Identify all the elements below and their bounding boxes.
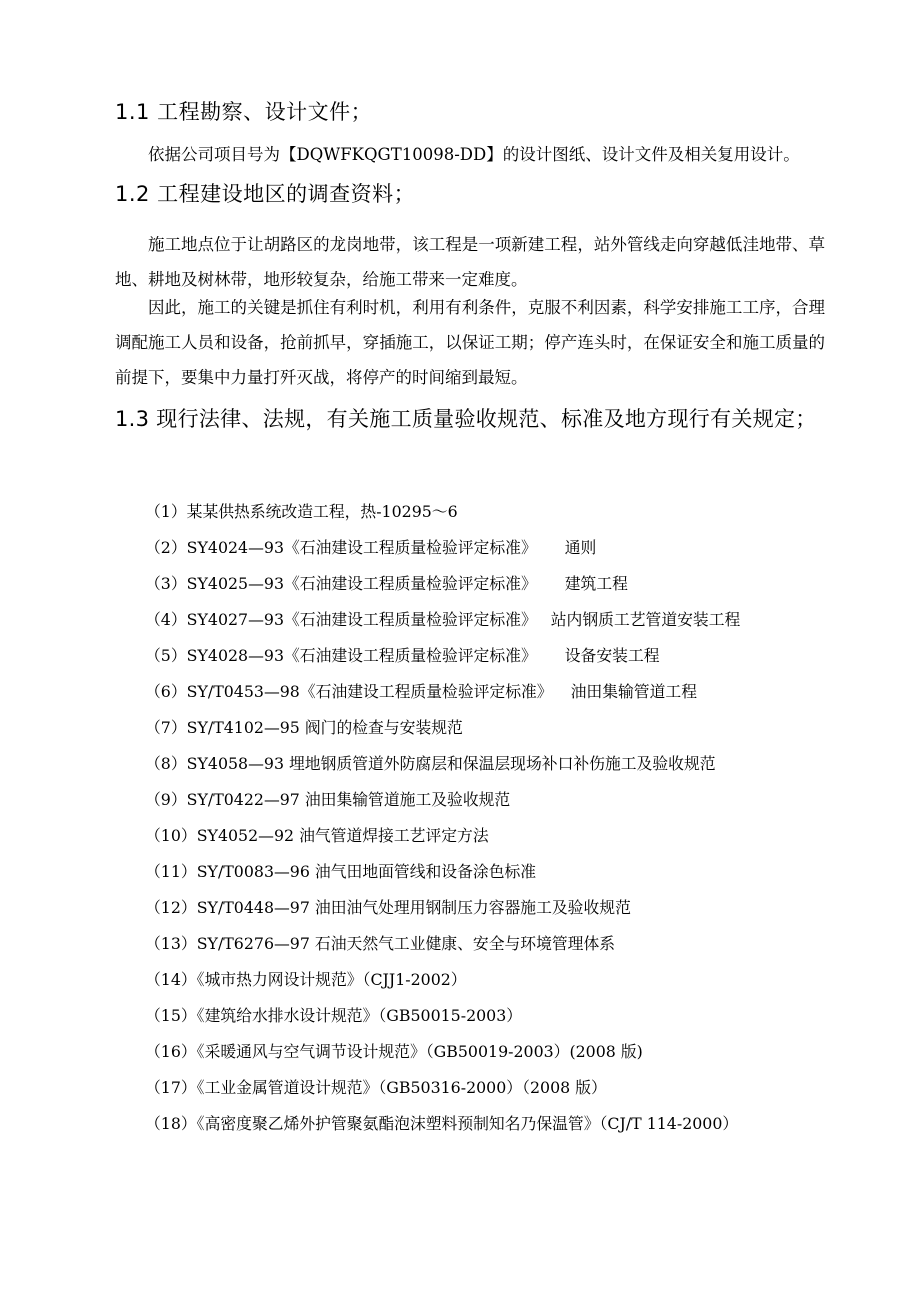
reference-item: （3）SY4025—93《石油建设工程质量检验评定标准》 建筑工程: [145, 574, 628, 593]
reference-item: （10）SY4052—92 油气管道焊接工艺评定方法: [145, 826, 489, 845]
reference-item: （8）SY4058—93 埋地钢质管道外防腐层和保温层现场补口补伤施工及验收规范: [145, 754, 716, 773]
reference-item: （9）SY/T0422—97 油田集输管道施工及验收规范: [145, 790, 511, 809]
reference-item: （16）《采暖通风与空气调节设计规范》（GB50019-2003）(2008 版): [145, 1042, 643, 1061]
reference-item: （7）SY/T4102—95 阀门的检查与安装规范: [145, 718, 463, 737]
reference-item: （2）SY4024—93《石油建设工程质量检验评定标准》 通则: [145, 538, 597, 557]
reference-item: （13）SY/T6276—97 石油天然气工业健康、安全与环境管理体系: [145, 934, 616, 953]
section-heading-1-2: 1.2 工程建设地区的调查资料；: [115, 182, 416, 206]
reference-item: （17）《工业金属管道设计规范》（GB50316-2000）（2008 版）: [145, 1078, 607, 1097]
section-1-2-paragraph-2: 因此，施工的关键是抓住有利时机，利用有利条件，克服不利因素，科学安排施工工序，合理调配施工人员和设备，抢前抓早，穿插施工，以保证工期；停产连头时，在保证安全和施工质量的前提下，要集中力量打歼灭战，将停产的时间缩到最短。: [115, 298, 825, 387]
reference-item: （18）《高密度聚乙烯外护管聚氨酯泡沫塑料预制知名乃保温管》（CJ/T 114-2000）: [145, 1114, 739, 1133]
reference-item: （12）SY/T0448—97 油田油气处理用钢制压力容器施工及验收规范: [145, 898, 631, 917]
reference-item: （6）SY/T0453—98《石油建设工程质量检验评定标准》 油田集输管道工程: [145, 682, 697, 701]
section-1-1-paragraph: 依据公司项目号为【DQWFKQGT10098-DD】的设计图纸、设计文件及相关复用设计。: [148, 145, 800, 164]
reference-item: （11）SY/T0083—96 油气田地面管线和设备涂色标准: [145, 862, 537, 881]
reference-item: （4）SY4027—93《石油建设工程质量检验评定标准》 站内钢质工艺管道安装工程: [145, 610, 741, 629]
section-1-2-paragraph-1: 施工地点位于让胡路区的龙岗地带，该工程是一项新建工程，站外管线走向穿越低洼地带、草地、耕地及树林带，地形较复杂，给施工带来一定难度。: [115, 235, 825, 289]
reference-item: （15）《建筑给水排水设计规范》（GB50015-2003）: [145, 1006, 523, 1025]
reference-list: [145, 497, 766, 1145]
section-heading-1-1: 1.1 工程勘察、设计文件；: [115, 100, 373, 124]
reference-item: （5）SY4028—93《石油建设工程质量检验评定标准》 设备安装工程: [145, 646, 660, 665]
section-heading-1-3: 1.3 现行法律、法规，有关施工质量验收规范、标准及地方现行有关规定；: [115, 407, 817, 431]
reference-item: （14）《城市热力网设计规范》（CJJ1-2002）: [145, 970, 467, 989]
reference-item: （1）某某供热系统改造工程，热-10295～6: [145, 502, 458, 521]
